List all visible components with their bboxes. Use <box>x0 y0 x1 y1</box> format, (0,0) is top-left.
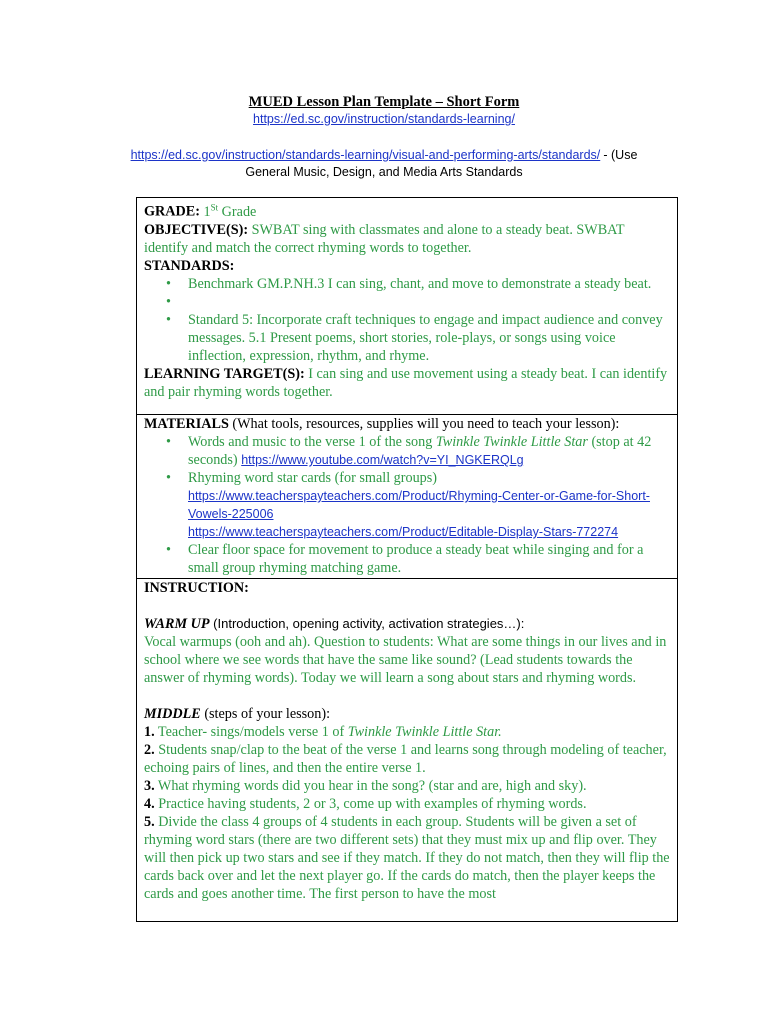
learning-target <box>144 365 670 401</box>
spacer <box>144 687 670 705</box>
use-note: - (Use <box>603 148 638 162</box>
standards-list <box>144 275 670 365</box>
standard-item: • Benchmark GM.P.NH.3 I can sing, chant, and move to demonstrate a steady beat. <box>188 275 670 293</box>
material-item: • Words and music to the verse 1 of the song Twinkle Twinkle Little Star (stop at 42 seconds) https://www.youtube.com/watch?v=YI_NGKERQLg <box>188 433 670 469</box>
youtube-link[interactable]: https://www.youtube.com/watch?v=YI_NGKERQLg <box>241 453 524 467</box>
materials-prompt: (What tools, resources, supplies will you need to teach your lesson): <box>228 416 620 432</box>
page-title: MUED Lesson Plan Template – Short Form <box>248 94 520 110</box>
use-note-cont: General Music, Design, and Media Arts Standards <box>245 165 523 179</box>
tpt-rhyming-link[interactable]: https://www.teacherspayteachers.com/Product/Rhyming-Center-or-Game-for-Short-Vowels-225006 <box>188 489 650 521</box>
grade-value: 1St Grade <box>203 202 257 220</box>
instruction-section <box>136 578 678 922</box>
objectives-section <box>136 197 678 415</box>
step-item: 1. Teacher- sings/models verse 1 of Twinkle Twinkle Little Star. <box>144 724 502 740</box>
warmup-text: Vocal warmups (ooh and ah). Question to students: What are some things in our lives and in school where we see words that have the same like sound? (Lead students towards the answer of rhyming words). Today we will learn a song about stars and rhyming words. <box>144 634 667 686</box>
step-item: 2. Students snap/clap to the beat of the verse 1 and learns song through modeling of teacher, echoing pairs of lines, and then the entire verse 1. <box>144 742 667 776</box>
materials-label: MATERIALS <box>144 416 229 432</box>
tpt-stars-link[interactable]: https://www.teacherspayteachers.com/Product/Editable-Display-Stars-772274 <box>188 525 619 539</box>
objectives-text: SWBAT sing with classmates and alone to a steady beat. SWBAT identify and match the correct rhyming words to together. <box>144 221 625 256</box>
standards-label: STANDARDS: <box>144 257 235 274</box>
vpa-standards-link[interactable]: https://ed.sc.gov/instruction/standards-learning/visual-and-performing-arts/standards/ <box>130 148 601 162</box>
learning-target-text: I can sing and use movement using a steady beat. I can identify and pair rhyming words together. <box>144 365 668 400</box>
learning-target-label: LEARNING TARGET(S): <box>144 365 305 382</box>
standards-link-line <box>0 148 768 163</box>
material-item: • Rhyming word star cards (for small groups) https://www.teacherspayteachers.com/Product/Rhyming-Center-or-Game-for-Short-Vowels-225006 https://www.teacherspayteachers.com/Product/Editable-Display-Stars-772274 <box>188 469 670 541</box>
step-item: 5. Divide the class 4 groups of 4 students in each group. Students will be given a set of rhyming word stars (there are two different sets) that they must mix up and flip over. They will then pick up two stars and see if they match. If they do not match, then they will flip the cards back over and let the next player go. If the cards do match, then the player keeps the cards and goes another time. The first person to have the most <box>144 814 670 902</box>
spacer <box>144 597 670 615</box>
grade-line <box>144 198 670 221</box>
instruction-label: INSTRUCTION: <box>144 580 249 596</box>
objectives-label: OBJECTIVE(S): <box>144 221 249 238</box>
standards-learning-link[interactable]: https://ed.sc.gov/instruction/standards-learning/ <box>253 112 515 126</box>
middle-heading <box>144 705 670 723</box>
song-title: Twinkle Twinkle Little Star <box>435 434 588 450</box>
grade-label: GRADE: <box>144 203 200 220</box>
standards-link-header <box>0 112 768 127</box>
warmup-label: WARM UP <box>144 616 210 632</box>
objectives <box>144 221 670 257</box>
middle-label: MIDDLE <box>144 706 201 722</box>
step-item: 3. What rhyming words did you hear in the song? (star and are, high and sky). <box>144 778 587 794</box>
materials-heading <box>144 415 670 433</box>
warmup-heading <box>144 615 670 633</box>
material-item: • Clear floor space for movement to produce a steady beat while singing and for a small group rhyming matching game. <box>188 541 670 577</box>
step-item: 4. Practice having students, 2 or 3, come up with examples of rhyming words. <box>144 796 587 812</box>
warmup-prompt: (Introduction, opening activity, activation strategies…): <box>209 616 525 631</box>
spacer <box>188 293 670 311</box>
middle-prompt: (steps of your lesson): <box>200 706 331 722</box>
materials-section <box>136 414 678 579</box>
materials-list <box>144 433 670 577</box>
standard-item: • Standard 5: Incorporate craft techniques to engage and impact audience and convey messages. 5.1 Present poems, short stories, role-plays, or songs using voice inflection, expression, rhythm, and rhyme. <box>188 311 670 365</box>
